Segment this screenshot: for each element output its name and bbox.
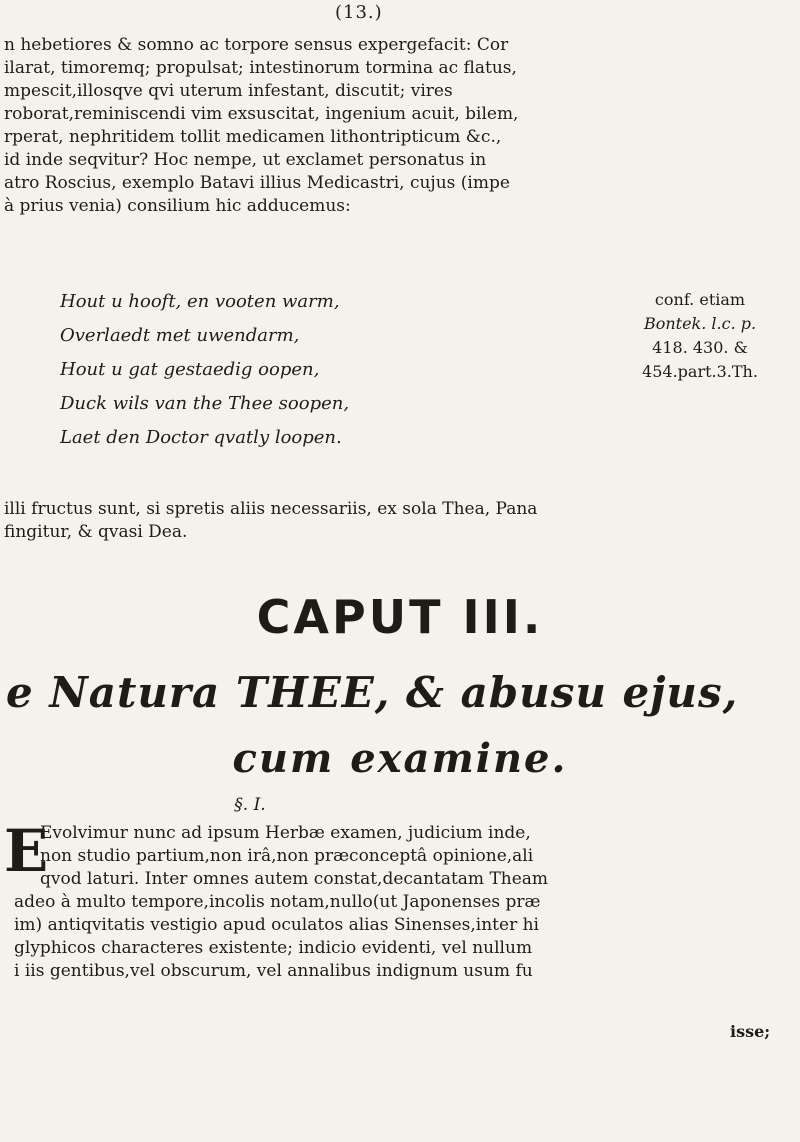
text-line: non studio partium,non irâ,non præconceptâ opinione,ali — [40, 846, 534, 866]
verse-line: Laet den Doctor qvatly loopen. — [60, 427, 342, 448]
chapter-title-line-1: e Natura THEE, & abusu ejus, — [6, 668, 739, 717]
text-line: id inde seqvitur? Hoc nempe, ut exclamet personatus in — [4, 150, 487, 170]
page-number: (13.) — [335, 2, 383, 23]
text-line: glyphicos characteres existente; indicio evidenti, vel nullum — [14, 938, 533, 958]
text-line: Evolvimur nunc ad ipsum Herbæ examen, judicium inde, — [40, 823, 531, 843]
text-line: mpescit,illosqve qvi uterum infestant, discutit; vires — [4, 81, 453, 101]
paragraph-3 — [14, 822, 800, 983]
paragraph-2 — [4, 498, 796, 544]
verse-line: Duck wils van the Thee soopen, — [60, 393, 350, 414]
note-line: Bontek. l.c. p. — [643, 314, 757, 333]
text-line: n hebetiores & somno ac torpore sensus expergefacit: Cor — [4, 35, 509, 55]
text-line: fingitur, & qvasi Dea. — [4, 522, 188, 542]
text-line: ilarat, timoremq; propulsat; intestinorum tormina ac flatus, — [4, 58, 517, 78]
text-line: adeo à multo tempore,incolis notam,nullo(ut Japonenses præ — [14, 892, 541, 912]
chapter-heading: CAPUT III. — [256, 590, 544, 644]
text-line: rperat, nephritidem tollit medicamen lithontripticum &c., — [4, 127, 502, 147]
text-line: illi fructus sunt, si spretis aliis necessariis, ex sola Thea, Pana — [4, 499, 538, 519]
note-line: 454.part.3.Th. — [642, 362, 758, 381]
drop-cap: E — [4, 817, 49, 885]
verse-line: Overlaedt met uwendarm, — [60, 325, 300, 346]
text-line: qvod laturi. Inter omnes autem constat,decantatam Theam — [40, 869, 549, 889]
verse-line: Hout u hooft, en vooten warm, — [60, 291, 340, 312]
text-line: roborat,reminiscendi vim exsuscitat, ingenium acuit, bilem, — [4, 104, 519, 124]
text-line: atro Roscius, exemplo Batavi illius Medicastri, cujus (impe — [4, 173, 510, 193]
catchword: isse; — [730, 1022, 771, 1041]
text-line: i iis gentibus,vel obscurum, vel annalibus indignum usum fu — [14, 961, 533, 981]
note-line: 418. 430. & — [652, 338, 748, 357]
chapter-title-line-2: cum examine. — [232, 735, 568, 782]
text-line: à prius venia) consilium hic adducemus: — [4, 196, 351, 216]
dutch-verse — [60, 285, 460, 455]
note-line: conf. etiam — [654, 290, 746, 309]
section-mark: §. I. — [234, 795, 266, 815]
verse-line: Hout u gat gestaedig oopen, — [60, 359, 320, 380]
margin-note — [600, 288, 800, 384]
paragraph-1 — [4, 34, 796, 218]
text-line: im) antiqvitatis vestigio apud oculatos alias Sinenses,inter hi — [14, 915, 539, 935]
